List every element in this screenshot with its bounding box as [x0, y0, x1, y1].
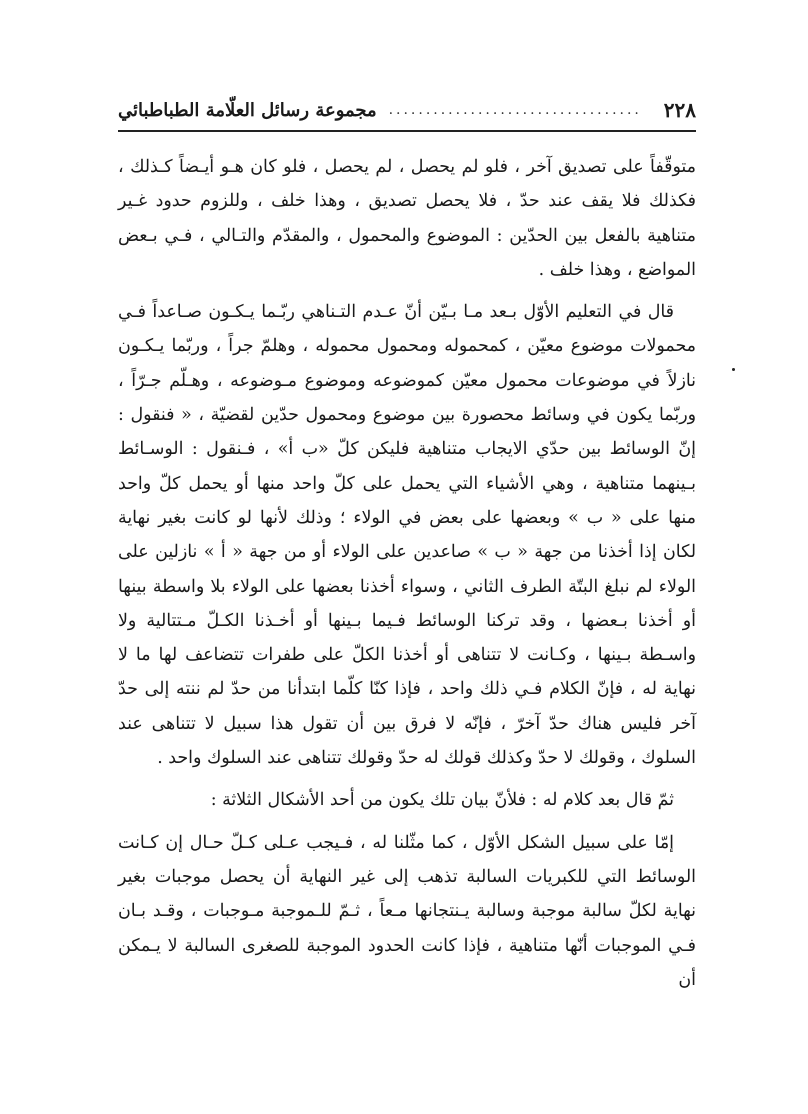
book-title: مجموعة رسائل العلّامة الطباطبائي: [118, 99, 377, 121]
paragraph-2: قال في التعليم الأوّل بـعد مـا بـيّن أنّ عـدم التـناهي ربّـما يـكـون صـاعداً فـي محمولات موضوع معيّن ، كمحموله ومحمول محموله ، وهلمّ جراً ، وربّما يـكـون نازلاً في موضوعات محمول معيّن كموضوعه وموضوع مـوضوعه ، وهـلّم جـرّاً ، وربّما يكون في وسائط محصورة بين موضوع ومحمول حدّين لقضيّة ، « فنقول : إنّ الوسائط بين حدّي الايجاب متناهية فليكن كلّ «ب أ» ، فـنقول : الوسـائط بـينهما متناهية ، وهي الأشياء التي يحمل على كلّ واحد منها أو يحمل كلّ واحد منها على « ب » وبعضها على بعض في الولاء ؛ وذلك لأنها لو كانت بغير نهاية لكان إذا أخذنا من جهة « ب » صاعدين على الولاء أو من جهة « أ » نازلين على الولاء لم نبلغ البتّة الطرف الثاني ، وسواء أخذنا بعضها على الولاء بلا واسطة بينها أو أخذنا بـعضها ، وقد تركنا الوسائط فـيما بـينها أو أخـذنا الكـلّ مـتتالية ولا واسـطة بـينها ، وكـانت لا تتناهى أو أخذنا الكلّ على طفرات تتضاعف لها ما لا نهاية له ، فإنّ الكلام فـي ذلك واحد ، فإذا كنّا كلّما ابتدأنا من حدّ لم ننته إلى حدّ آخر فليس هناك حدّ آخرّ ، فإنّه لا فرق بين أن تقول هذا سبيل لا تتناهى عند السلوك ، وقولك لا حدّ وكذلك قولك له حدّ وقولك تتناهى عند السلوك واحد .: [118, 302, 696, 769]
margin-dot: [732, 368, 735, 371]
page-number: ٢٢٨: [663, 98, 696, 122]
running-header: [118, 92, 696, 128]
paragraph-4: إمّا على سبيل الشكل الأوّل ، كما مثّلنا له ، فـيجب عـلى كـلّ حـال إن كـانت الوسائط التي للكبريات السالبة تذهب إلى غير النهاية أن يحصل موجبات بغير نهاية لكلّ سالبة موجبة وسالبة يـنتجانها مـعاً ، ثـمّ للـموجبة مـوجبات ، وقـد بـان فـي الموجبات أنّها متناهية ، فإذا كانت الحدود الموجبة للصغرى السالبة لا يـمكن أن: [118, 832, 696, 990]
paragraph-1: متوقّفاً على تصديق آخر ، فلو لم يحصل ، لم يحصل ، فلو كان هـو أيـضاً كـذلك ، فكذلك فلا يقف عند حدّ ، فلا يحصل تصديق ، وهذا خلف ، وللزوم حدود غـير متناهية بالفعل بين الحدّين : الموضوع والمحمول ، والمقدّم والتـالي ، فـي بـعض المواضع ، وهذا خلف .: [118, 157, 696, 280]
header-leader-dots: ..................................: [388, 102, 642, 118]
header-rule: [118, 130, 696, 132]
paragraph-3: ثمّ قال بعد كلام له : فلأنّ بيان تلك يكون من أحد الأشكال الثلاثة :: [210, 790, 674, 811]
body-text: [118, 150, 696, 1005]
